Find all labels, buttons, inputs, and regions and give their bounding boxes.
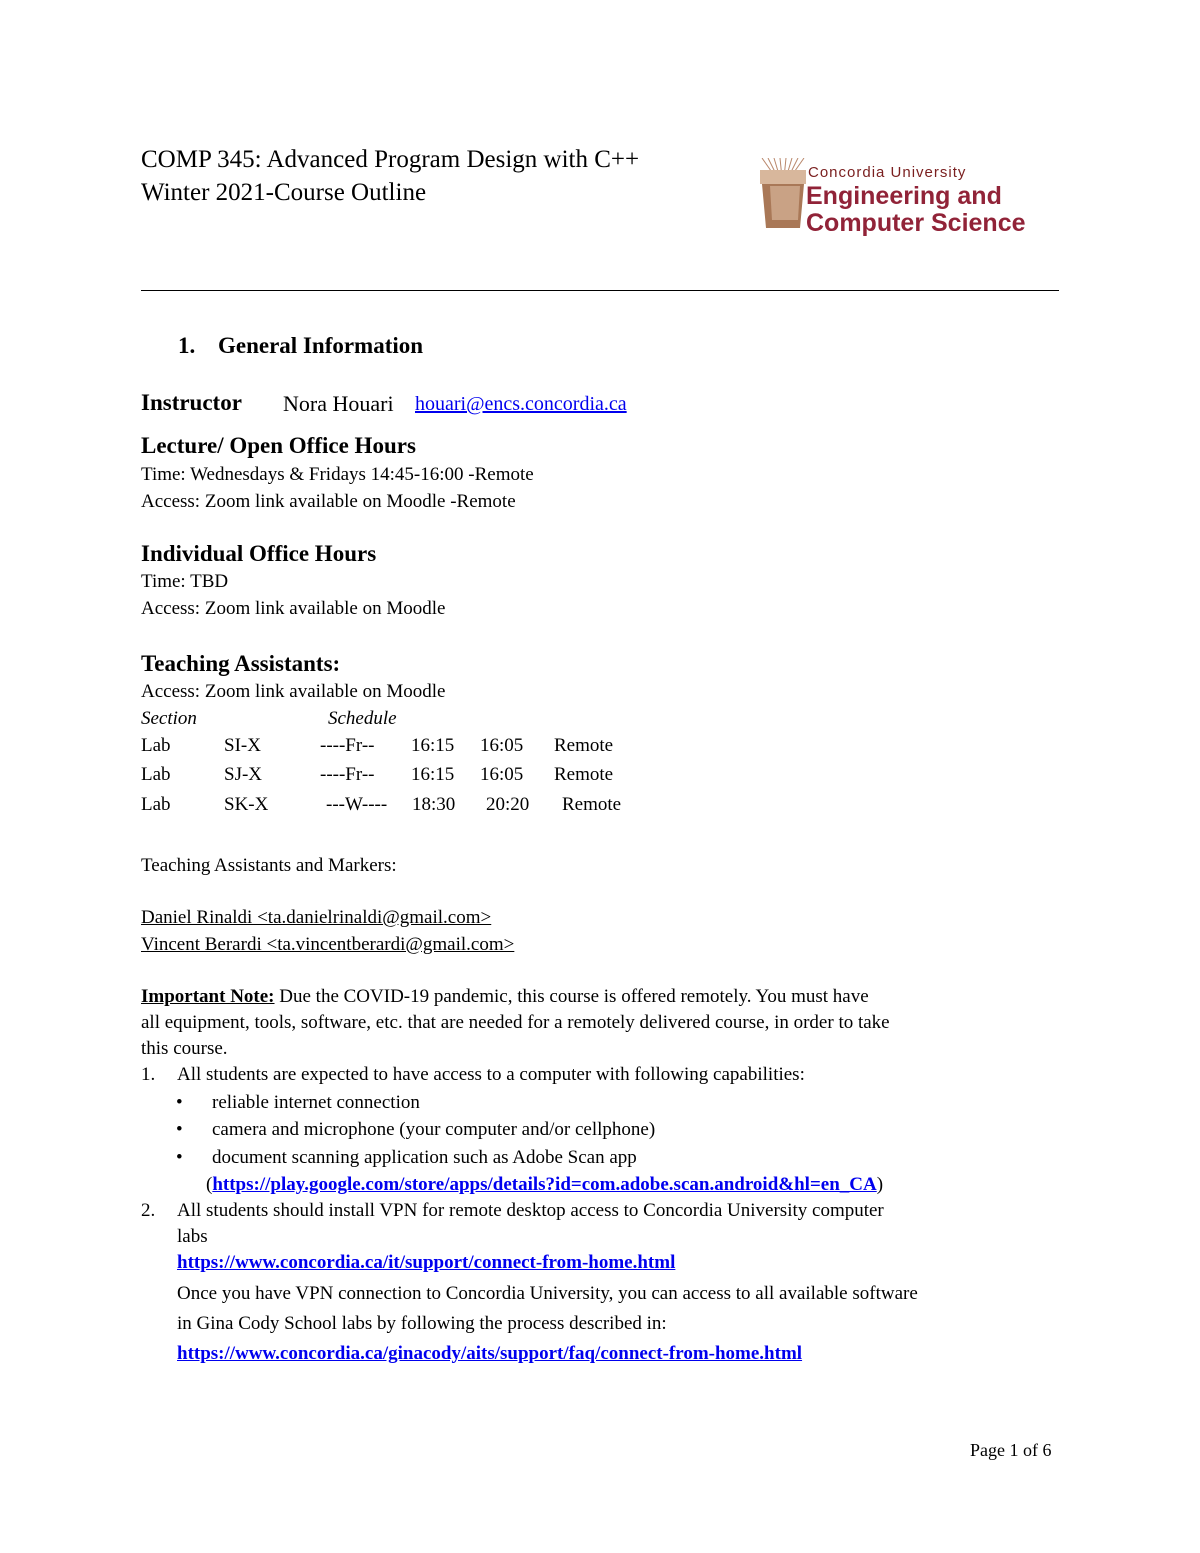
- office-hours-access: Access: Zoom link available on Moodle: [141, 598, 446, 619]
- course-title: COMP 345: Advanced Program Design with C++: [141, 146, 640, 173]
- lab-type: Lab: [141, 735, 171, 756]
- lab-code: SK-X: [224, 794, 269, 815]
- marker-daniel-rinaldi[interactable]: Daniel Rinaldi <ta.danielrinaldi@gmail.com>: [141, 907, 492, 928]
- adobe-link-line: [206, 1174, 883, 1196]
- lab-mode: Remote: [554, 764, 614, 785]
- instructor-email-link[interactable]: houari@encs.concordia.ca: [415, 393, 627, 415]
- lab-mode: Remote: [562, 794, 622, 815]
- paren-open: (: [206, 1174, 213, 1195]
- adobe-scan-link[interactable]: https://play.google.com/store/apps/details?id=com.adobe.scan.android&hl=en_CA: [212, 1174, 877, 1195]
- marker-vincent-berardi[interactable]: Vincent Berardi <ta.vincentberardi@gmail.com>: [141, 934, 515, 955]
- book-rays-icon: [760, 158, 806, 234]
- lab-end: 16:05: [480, 764, 524, 785]
- col-section-header: Section: [141, 708, 197, 729]
- lab-end: 16:05: [480, 735, 524, 756]
- bullet-icon: •: [176, 1119, 183, 1140]
- gina-cody-link[interactable]: https://www.concordia.ca/ginacody/aits/support/faq/connect-from-home.html: [177, 1343, 803, 1364]
- vpn-text-line2: in Gina Cody School labs by following the process described in:: [177, 1313, 667, 1334]
- ta-access: Access: Zoom link available on Moodle: [141, 681, 446, 702]
- lab-type: Lab: [141, 764, 171, 785]
- office-hours-time: Time: TBD: [141, 571, 229, 592]
- markers-heading: Teaching Assistants and Markers:: [141, 855, 397, 876]
- bullet-scanner: document scanning application such as Adobe Scan app: [212, 1147, 637, 1168]
- important-note-line2: all equipment, tools, software, etc. that are needed for a remotely delivered course, in order to take: [141, 1012, 890, 1033]
- item2-number: 2.: [141, 1200, 156, 1221]
- item1-number: 1.: [141, 1064, 156, 1085]
- lab-code: SJ-X: [224, 764, 263, 785]
- lecture-time: Time: Wednesdays & Fridays 14:45-16:00 -Remote: [141, 464, 534, 485]
- item2-text-line1: All students should install VPN for remote desktop access to Concordia University computer: [177, 1200, 884, 1221]
- important-note-text: Due the COVID-19 pandemic, this course is offered remotely. You must have: [274, 986, 869, 1007]
- logo-line1: Engineering and: [806, 182, 1002, 210]
- section-number: 1.: [178, 333, 196, 358]
- page-number: Page 1 of 6: [970, 1440, 1052, 1460]
- bullet-camera: camera and microphone (your computer and/or cellphone): [212, 1119, 656, 1140]
- important-note-label: Important Note:: [141, 986, 275, 1007]
- lab-day: ----Fr--: [320, 735, 375, 756]
- lab-mode: Remote: [554, 735, 614, 756]
- logo-university-name: Concordia University: [808, 164, 967, 181]
- lab-day: ----Fr--: [320, 764, 375, 785]
- section-title: General Information: [218, 333, 424, 358]
- university-logo: [760, 158, 1080, 238]
- logo-line2: Computer Science: [806, 209, 1026, 237]
- important-note-line3: this course.: [141, 1038, 228, 1059]
- item1-text: All students are expected to have access to a computer with following capabilities:: [177, 1064, 805, 1085]
- lab-code: SI-X: [224, 735, 261, 756]
- office-hours-heading: Individual Office Hours: [141, 541, 377, 566]
- lecture-heading: Lecture/ Open Office Hours: [141, 433, 416, 458]
- bullet-icon: •: [176, 1147, 183, 1168]
- important-note-line1: [141, 986, 869, 1008]
- lecture-access: Access: Zoom link available on Moodle -Remote: [141, 491, 516, 512]
- ta-heading: Teaching Assistants:: [141, 651, 341, 676]
- paren-close: ): [876, 1174, 884, 1195]
- lab-type: Lab: [141, 794, 171, 815]
- bullet-icon: •: [176, 1092, 183, 1113]
- lab-day: ---W----: [326, 794, 388, 815]
- lab-start: 16:15: [411, 735, 455, 756]
- instructor-name: Nora Houari: [283, 391, 394, 416]
- col-schedule-header: Schedule: [328, 708, 397, 729]
- course-subtitle: Winter 2021-Course Outline: [141, 179, 427, 206]
- vpn-text-line1: Once you have VPN connection to Concordia University, you can access to all available software: [177, 1283, 918, 1304]
- lab-end: 20:20: [486, 794, 530, 815]
- item2-text-line2: labs: [177, 1226, 208, 1247]
- vpn-link[interactable]: https://www.concordia.ca/it/support/connect-from-home.html: [177, 1252, 676, 1273]
- lab-start: 18:30: [412, 794, 456, 815]
- header-divider: [141, 290, 1059, 291]
- instructor-label: Instructor: [141, 390, 242, 415]
- lab-start: 16:15: [411, 764, 455, 785]
- bullet-internet: reliable internet connection: [212, 1092, 420, 1113]
